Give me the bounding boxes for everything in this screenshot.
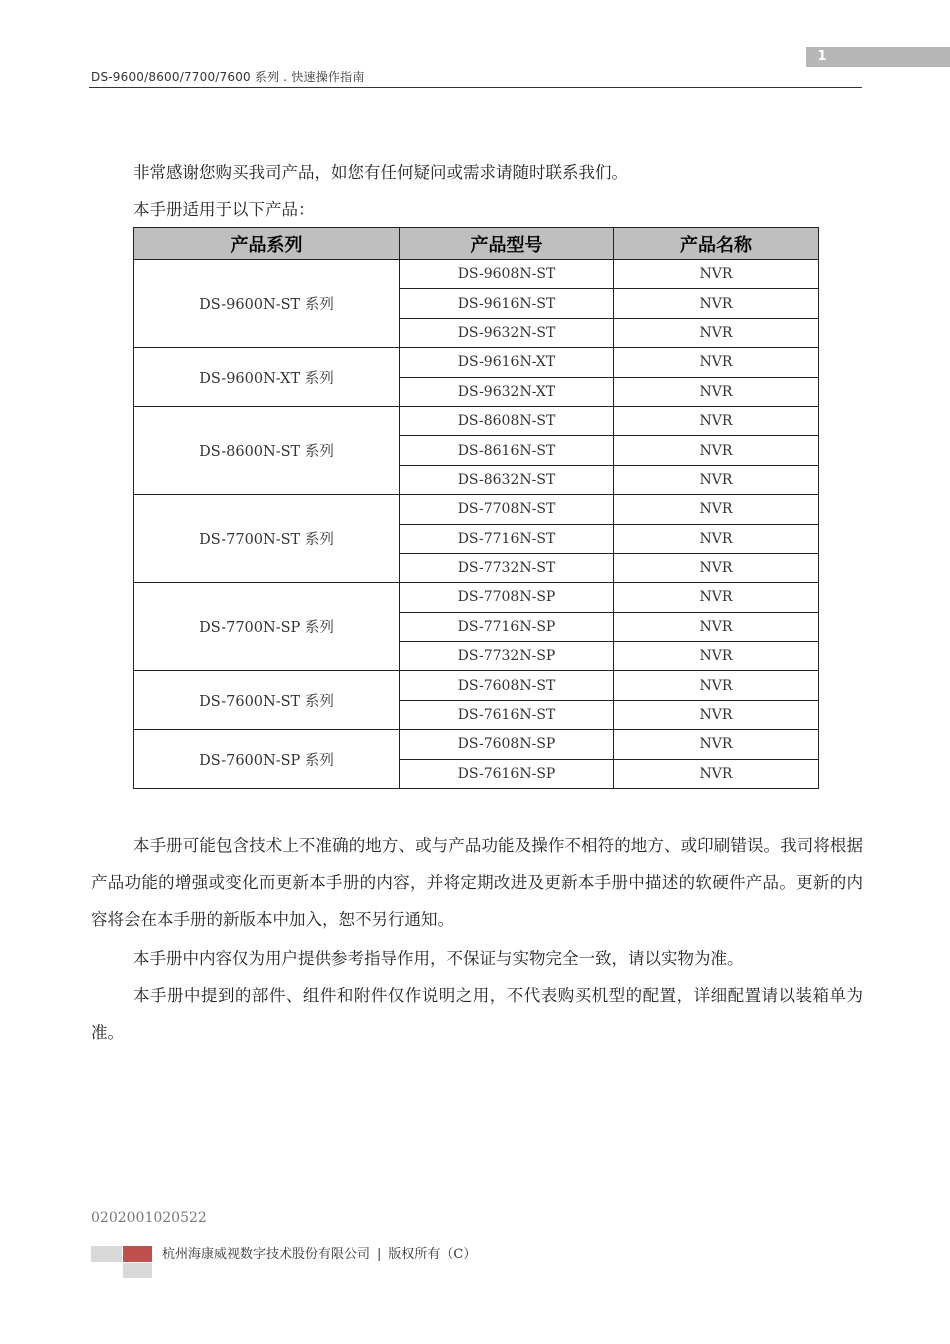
table-row bbox=[134, 406, 819, 435]
model-cell: DS-9632N-ST bbox=[400, 318, 614, 347]
model-cell: DS-8616N-ST bbox=[400, 436, 614, 465]
product-name-cell: NVR bbox=[614, 583, 819, 612]
table-header-row bbox=[134, 228, 819, 260]
model-cell: DS-8632N-ST bbox=[400, 465, 614, 494]
product-name-cell: NVR bbox=[614, 553, 819, 582]
model-cell: DS-9632N-XT bbox=[400, 377, 614, 406]
product-name-cell: NVR bbox=[614, 377, 819, 406]
intro-text: 非常感谢您购买我司产品，如您有任何疑问或需求请随时联系我们。 bbox=[133, 163, 628, 182]
model-cell: DS-7616N-SP bbox=[400, 759, 614, 788]
footer-decoration-square-red bbox=[123, 1246, 152, 1262]
product-table-body bbox=[134, 260, 819, 789]
footer-rights: 版权所有（C） bbox=[388, 1247, 477, 1262]
page-number: 1 bbox=[817, 49, 827, 64]
header-model: 产品型号 bbox=[400, 228, 614, 260]
info-note-text: 本手册中内容仅为用户提供参考指导作用，不保证与实物完全一致，请以实物为准。 bbox=[133, 949, 744, 968]
product-name-cell: NVR bbox=[614, 671, 819, 700]
model-cell: DS-7732N-SP bbox=[400, 642, 614, 671]
model-cell: DS-7608N-ST bbox=[400, 671, 614, 700]
product-name-cell: NVR bbox=[614, 642, 819, 671]
product-name-cell: NVR bbox=[614, 318, 819, 347]
model-cell: DS-7608N-SP bbox=[400, 730, 614, 759]
product-name-cell: NVR bbox=[614, 289, 819, 318]
product-name-cell: NVR bbox=[614, 348, 819, 377]
table-row bbox=[134, 671, 819, 700]
model-cell: DS-7732N-ST bbox=[400, 553, 614, 582]
table-row bbox=[134, 260, 819, 289]
footer-company: 杭州海康威视数字技术股份有限公司 bbox=[162, 1247, 371, 1262]
document-code: 0202001020522 bbox=[91, 1210, 207, 1226]
product-name-cell: NVR bbox=[614, 700, 819, 729]
model-cell: DS-8608N-ST bbox=[400, 406, 614, 435]
applies-to-text: 本手册适用于以下产品： bbox=[133, 200, 315, 219]
table-row bbox=[134, 348, 819, 377]
model-cell: DS-7708N-SP bbox=[400, 583, 614, 612]
model-cell: DS-7716N-ST bbox=[400, 524, 614, 553]
model-cell: DS-7616N-ST bbox=[400, 700, 614, 729]
product-name-cell: NVR bbox=[614, 436, 819, 465]
model-cell: DS-7716N-SP bbox=[400, 612, 614, 641]
disclaimer-text: 本手册可能包含技术上不准确的地方、或与产品功能及操作不相符的地方、或印刷错误。我司将根据产品功能的增强或变化而更新本手册的内容，并将定期改进及更新本手册中描述的软硬件产品。更新的内容将会在本手册的新版本中加入，恕不另行通知。 bbox=[91, 836, 863, 929]
series-cell: DS-9600N-ST 系列 bbox=[134, 260, 400, 348]
series-cell: DS-7700N-SP 系列 bbox=[134, 583, 400, 671]
header-rule bbox=[89, 87, 862, 88]
footer-decoration-square bbox=[123, 1263, 152, 1278]
product-name-cell: NVR bbox=[614, 759, 819, 788]
product-name-cell: NVR bbox=[614, 260, 819, 289]
product-name-cell: NVR bbox=[614, 465, 819, 494]
series-cell: DS-8600N-ST 系列 bbox=[134, 406, 400, 494]
header-series: 产品系列 bbox=[134, 228, 400, 260]
series-cell: DS-7700N-ST 系列 bbox=[134, 495, 400, 583]
model-cell: DS-7708N-ST bbox=[400, 495, 614, 524]
parts-note-text: 本手册中提到的部件、组件和附件仅作说明之用，不代表购买机型的配置，详细配置请以装箱单为准。 bbox=[91, 986, 863, 1042]
series-cell: DS-7600N-SP 系列 bbox=[134, 730, 400, 789]
model-cell: DS-9616N-XT bbox=[400, 348, 614, 377]
page-number-bar bbox=[806, 47, 950, 67]
header-title: DS-9600/8600/7700/7600 系列 . 快速操作指南 bbox=[91, 70, 365, 84]
model-cell: DS-9616N-ST bbox=[400, 289, 614, 318]
series-cell: DS-7600N-ST 系列 bbox=[134, 671, 400, 730]
table-row bbox=[134, 495, 819, 524]
product-name-cell: NVR bbox=[614, 406, 819, 435]
product-name-cell: NVR bbox=[614, 730, 819, 759]
header-name: 产品名称 bbox=[614, 228, 819, 260]
product-name-cell: NVR bbox=[614, 524, 819, 553]
product-name-cell: NVR bbox=[614, 495, 819, 524]
model-cell: DS-9608N-ST bbox=[400, 260, 614, 289]
table-row bbox=[134, 583, 819, 612]
series-cell: DS-9600N-XT 系列 bbox=[134, 348, 400, 407]
product-table bbox=[133, 227, 819, 789]
footer-copyright bbox=[162, 1246, 476, 1264]
footer-decoration-square bbox=[91, 1246, 122, 1262]
footer-separator: | bbox=[377, 1247, 382, 1262]
product-name-cell: NVR bbox=[614, 612, 819, 641]
table-row bbox=[134, 730, 819, 759]
